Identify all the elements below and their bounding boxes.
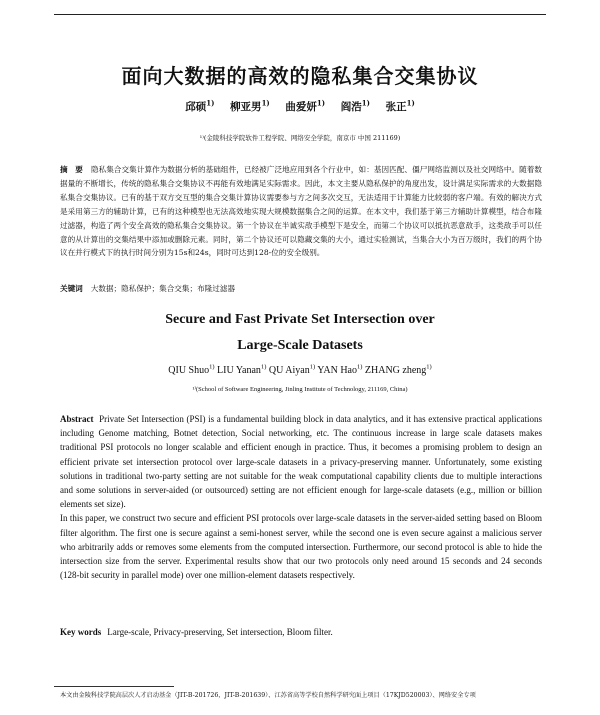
author-cn-3 <box>285 98 326 113</box>
author-cn-2 <box>230 98 270 113</box>
author-name: ZHANG zheng <box>364 365 427 377</box>
author-en-5 <box>365 365 432 376</box>
keywords-en-label: Key words <box>60 627 102 637</box>
author-cn-4 <box>340 98 370 113</box>
affiliation-chinese: ¹⁾(金陵科技学院软件工程学院、网络安全学院，南京市 中国 211169) <box>199 134 401 142</box>
author-sup: 1) <box>426 364 432 371</box>
author-name: 邱硕 <box>185 100 207 113</box>
author-sup: 1) <box>356 364 363 371</box>
abstract-english <box>60 412 542 582</box>
abstract-cn-label: 摘 要 <box>60 165 83 174</box>
author-name: LIU Yanan <box>217 365 261 377</box>
keywords-cn-label: 关键词 <box>60 284 83 293</box>
author-en-3 <box>269 365 315 376</box>
footnote-rule <box>54 686 174 687</box>
abstract-chinese <box>60 163 542 260</box>
affiliation-english: ¹⁾(School of Software Engineering, Jinling Institute of Technology, 211169, China) <box>192 386 408 393</box>
author-sup: 1) <box>261 98 270 107</box>
abstract-en-paragraph-2: In this paper, we construct two secure and efficient PSI protocols over large-scale datasets in the server-aided setting based on Bloom filter algorithm. The first one is secure against a semi-honest server, while the second one is even secure against a malicious server who arbitrarily adds or removes some elements from the computed intersection. Furthermore, our second protocol is able to hide the intersection size from the server. Experimental results show that our two protocols only need around 15 seconds and 24 seconds (128-bit security in parallel mode) over one million-element datasets respectively. <box>60 513 542 581</box>
author-name: 曲爱妍 <box>285 100 317 113</box>
header-rule <box>54 14 546 15</box>
author-name: YAN Hao <box>317 365 357 377</box>
abstract-en-paragraph-1 <box>60 412 542 511</box>
abstract-cn-text: 隐私集合交集计算作为数据分析的基础组件，已经被广泛地应用到各个行业中，如：基因匹配、僵尸网络监测以及社交网络中。随着数据量的不断增长，传统的隐私集合交集协议不再能有效地满足实际需求。因此，本文主要从隐私保护的角度出发，设计满足实际需求的大数据隐私集合交集协议。已有的基于双方交互型的集合交集计算协议需要参与方之间多次交互，无法适用于计算能力比较弱的客户端。有效的解决方式是采用第三方的辅助计算，已有的这种模型也无法高效地实现大规模数据集合之间的运算。在本文中，我们基于第三方辅助计算模型，结合布隆过滤器，构造了两个安全高效的隐私集合交集协议。第一个协议在半诚实敌手模型下是安全，而第二个协议可以抵抗恶意敌手，这类敌手可以任意的从计算出的交集结果中添加或删除元素。同时，第二个协议还可以隐藏交集的大小，通过实验测试，当集合大小为百万级时，我们的两个协议在并行模式下的执行时间分别为15s和24s，同时可达到128-位的安全级别。 <box>60 165 543 258</box>
author-cn-1 <box>185 98 215 113</box>
abstract-en-label: Abstract <box>60 414 94 424</box>
keywords-cn-text: 大数据；隐私保护；集合交集；布隆过滤器 <box>90 284 236 293</box>
keywords-en-text: Large-scale, Privacy-preserving, Set intersection, Bloom filter. <box>107 627 333 637</box>
author-name: 柳亚男 <box>230 100 262 113</box>
title-english-line2: Large-Scale Datasets <box>237 338 363 353</box>
footnote: 本文由金陵科技学院高层次人才启动基金（JIT-B-201726，JIT-B-201639）、江苏省高等学校自然科学研究面上项目（17KJD520003）、网络安全专项 <box>60 692 476 699</box>
author-sup: 1) <box>316 98 326 107</box>
author-sup: 1) <box>260 364 267 371</box>
author-name: QU Aiyan <box>268 365 310 377</box>
author-cn-5 <box>385 98 415 113</box>
abstract-en-text-1: Private Set Intersection (PSI) is a fundamental building block in data analytics, and it has extensive practical applications including Genome matching, Botnet detection, Social networking, etc. The continuous increase in large scale datasets makes traditional PSI protocols no longer scalable and efficient enough in practice. Thus, it becomes a promising problem to design an efficient private set intersection protocol over large-scale datasets in a privacy-preserving manner. Unfortunately, some existing solutions in traditional two-party setting are not suitable for the weak computational capability clients due to multiple interactions and some solutions in server-aided (or outsourced) setting are not efficient enough for large-scale datasets (e.g., million or billion elements set size). <box>60 414 542 510</box>
author-sup: 1) <box>309 364 316 371</box>
author-en-4 <box>317 365 362 376</box>
author-sup: 1) <box>206 98 215 107</box>
title-english-line1: Secure and Fast Private Set Intersection over <box>165 312 435 327</box>
author-name: 阎浩 <box>340 100 362 113</box>
author-en-1 <box>168 365 214 376</box>
author-sup: 1) <box>209 364 215 371</box>
author-en-2 <box>217 365 266 376</box>
author-name: QIU Shuo <box>168 365 210 377</box>
keywords-chinese <box>60 282 542 295</box>
keywords-english <box>60 626 542 639</box>
author-sup: 1) <box>361 98 370 107</box>
authors-chinese <box>0 98 600 114</box>
title-chinese: 面向大数据的高效的隐私集合交集协议 <box>121 64 479 88</box>
author-name: 张正 <box>385 100 407 113</box>
author-sup: 1) <box>406 98 415 107</box>
authors-english <box>0 364 600 376</box>
